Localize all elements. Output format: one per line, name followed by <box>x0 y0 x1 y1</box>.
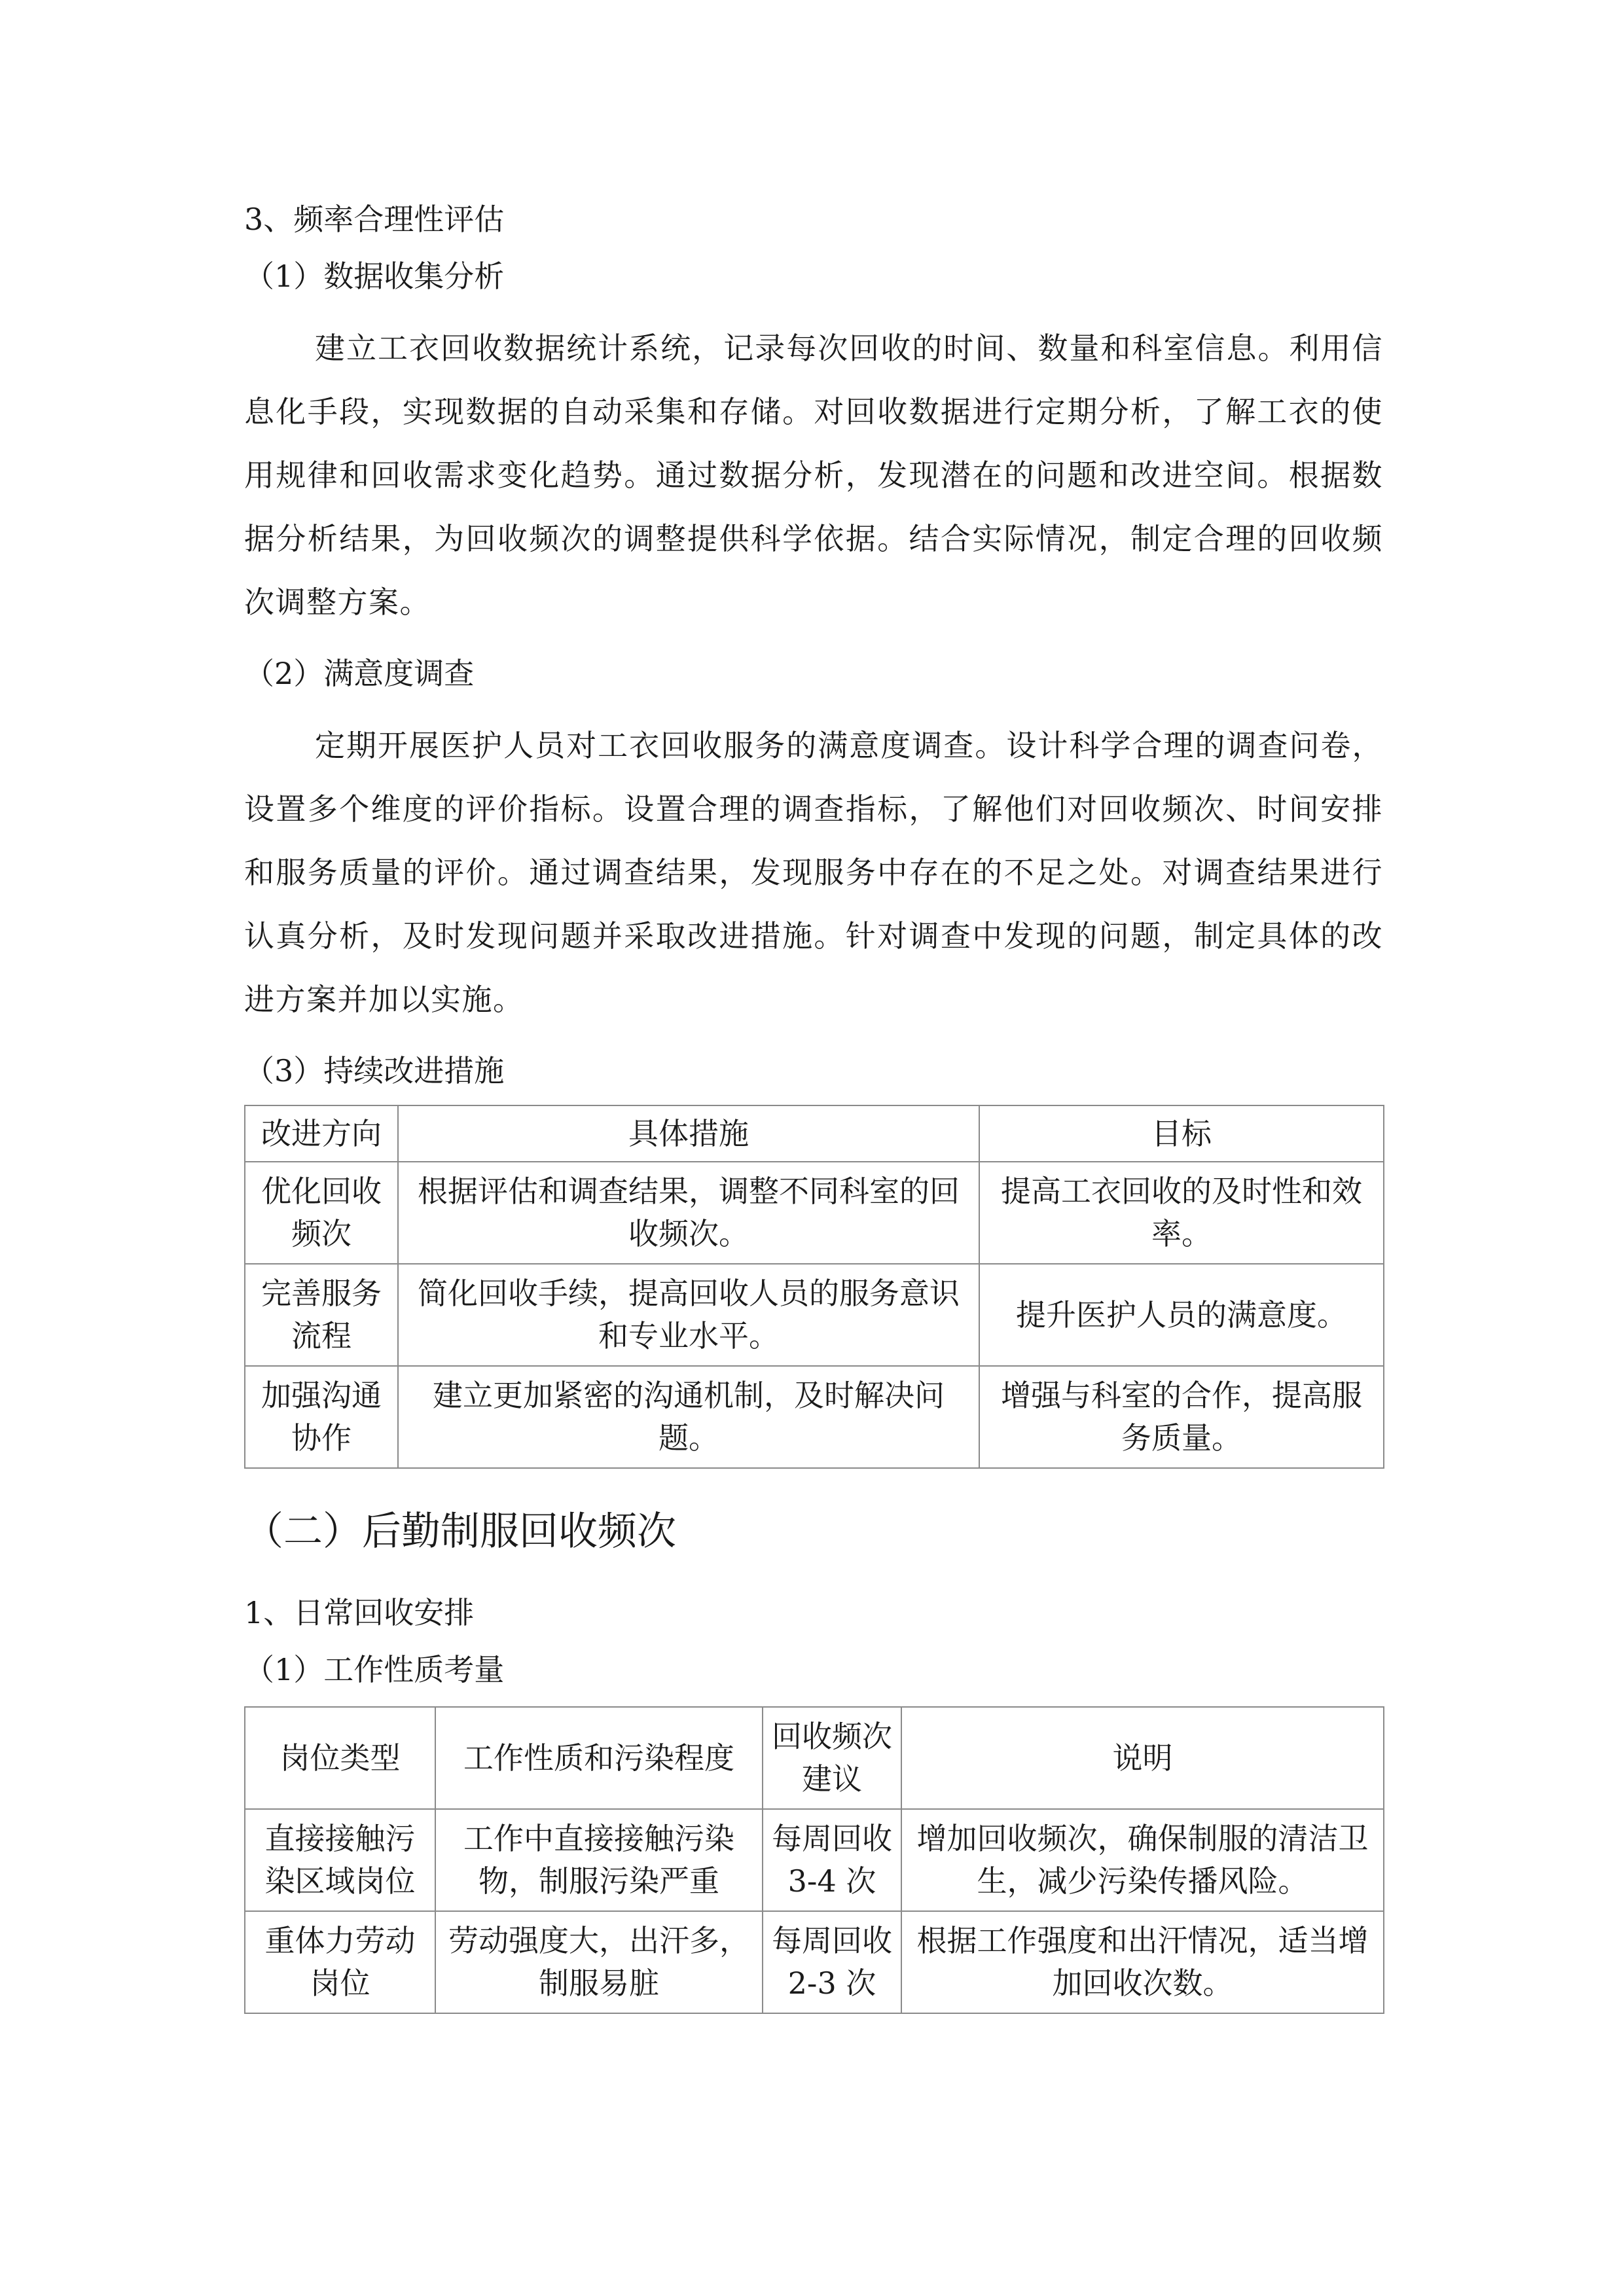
part-heading: （二）后勤制服回收频次 <box>244 1509 676 1554</box>
table-cell: 优化回收频次 <box>245 1162 398 1264</box>
table-row <box>245 1264 1384 1366</box>
table-cell: 简化回收手续，提高回收人员的服务意识和专业水平。 <box>398 1264 979 1366</box>
table-cell: 根据工作强度和出汗情况，适当增加回收次数。 <box>901 1911 1384 2013</box>
table-row <box>245 1366 1384 1468</box>
table-header-cell: 改进方向 <box>245 1105 398 1162</box>
table-cell: 增强与科室的合作，提高服务质量。 <box>979 1366 1384 1468</box>
table-cell: 直接接触污染区域岗位 <box>245 1809 435 1911</box>
table-row <box>245 1809 1384 1911</box>
section-heading: 3、频率合理性评估 <box>244 202 505 237</box>
table-row <box>245 1162 1384 1264</box>
table-header-cell: 工作性质和污染程度 <box>435 1707 763 1809</box>
table-cell: 劳动强度大，出汗多，制服易脏 <box>435 1911 763 2013</box>
subsection-heading: （1）数据收集分析 <box>244 259 505 294</box>
table-header-cell: 目标 <box>979 1105 1384 1162</box>
table-header-cell: 说明 <box>901 1707 1384 1809</box>
table-header-row <box>245 1707 1384 1809</box>
table-cell: 根据评估和调查结果，调整不同科室的回收频次。 <box>398 1162 979 1264</box>
table-header-cell: 具体措施 <box>398 1105 979 1162</box>
table-header-cell: 回收频次建议 <box>763 1707 901 1809</box>
table-cell: 增加回收频次，确保制服的清洁卫生，减少污染传播风险。 <box>901 1809 1384 1911</box>
table-cell: 建立更加紧密的沟通机制，及时解决问题。 <box>398 1366 979 1468</box>
table-cell: 工作中直接接触污染物，制服污染严重 <box>435 1809 763 1911</box>
table-cell: 提高工衣回收的及时性和效率。 <box>979 1162 1384 1264</box>
improvement-table <box>244 1105 1384 1469</box>
table-row <box>245 1911 1384 2013</box>
table-header-row <box>245 1105 1384 1162</box>
paragraph: 建立工衣回收数据统计系统，记录每次回收的时间、数量和科室信息。利用信息化手段，实现数据的自动采集和存储。对回收数据进行定期分析，了解工衣的使用规律和回收需求变化趋势。通过数据分析，发现潜在的问题和改进空间。根据数据分析结果，为回收频次的调整提供科学依据。结合实际情况，制定合理的回收频次调整方案。 <box>244 331 1383 620</box>
table-cell: 每周回收 3-4 次 <box>763 1809 901 1911</box>
table-cell: 完善服务流程 <box>245 1264 398 1366</box>
subsection-heading: （2）满意度调查 <box>244 656 475 691</box>
table-cell: 每周回收 2-3 次 <box>763 1911 901 2013</box>
table-header-cell: 岗位类型 <box>245 1707 435 1809</box>
subsection-heading: （3）持续改进措施 <box>244 1053 505 1088</box>
paragraph: 定期开展医护人员对工衣回收服务的满意度调查。设计科学合理的调查问卷，设置多个维度的评价指标。设置合理的调查指标，了解他们对回收频次、时间安排和服务质量的评价。通过调查结果，发现服务中存在的不足之处。对调查结果进行认真分析，及时发现问题并采取改进措施。针对调查中发现的问题，制定具体的改进方案并加以实施。 <box>244 728 1383 1017</box>
subsection-heading: （1）工作性质考量 <box>244 1652 505 1687</box>
table-cell: 加强沟通协作 <box>245 1366 398 1468</box>
table-cell: 提升医护人员的满意度。 <box>979 1264 1384 1366</box>
section-heading: 1、日常回收安排 <box>244 1595 475 1630</box>
work-nature-table <box>244 1706 1384 2014</box>
table-cell: 重体力劳动岗位 <box>245 1911 435 2013</box>
